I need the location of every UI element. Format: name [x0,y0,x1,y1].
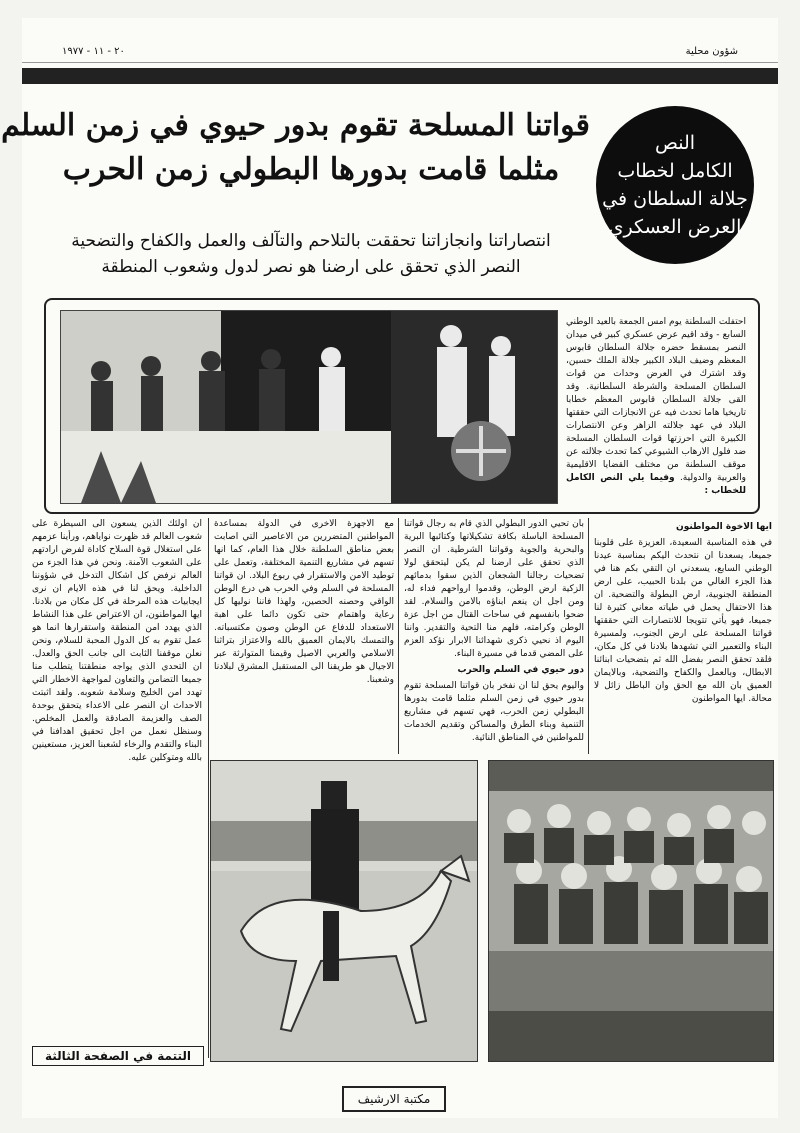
intro-text: احتفلت السلطنة يوم امس الجمعة بالعيد الوطني السابع - وقد اقيم عرض عسكري كبير في ميدان النصر بمسقط حضره جلالة السلطان قابوس المعظم وضيف البلاد الكبير جلالة الملك حسين، وقد اشترك في العرض وحدات من قوات السلطان المسلحة والشرطة السلطانية. وقد القى جلالة السلطان قابوس المعظم خطابا تاريخيا هاما تحدث فيه عن الانجازات التي حققتها البلاد في عهد جلالته الزاهر وعن الانتصارات الكبيرة التي احرزتها قوات السلطان المسلحة ضد فلول الارهاب الشيوعي كما تحدث جلالته عن موقف السلطنة من مختلف القضايا الاقليمية والعربية والدولية. [566,317,746,483]
headline-line-1: قواتنا المسلحة تقوم بدور حيوي في زمن السلم [1,108,590,143]
column-subhead: دور حيوي في السلم والحرب [457,665,584,675]
headline-line-2: مثلما قامت بدورها البطولي زمن الحرب [62,152,560,187]
column-divider [588,518,589,754]
header-section-label: شؤون محلية [685,46,738,57]
newspaper-page [1,18,778,1118]
article-column-4 [32,518,202,1040]
badge-line: جلالة السلطان في [602,188,748,210]
intro-end: وفيما يلي النص الكامل للخطاب : [566,473,746,496]
section-band [22,68,778,84]
subheadline [32,228,590,280]
column-divider [208,518,209,1058]
intro-column [566,316,746,504]
column-text: مع الاجهزة الاخرى في الدولة بمساعدة المواطنين المتضررين من الاعاصير التي اصابت بعض مناطق السلطنة خلال هذا العام، كما انها تسهم في مشاريع التنمية المختلفة، وتعمل على توطيد الامن والاستقرار في ربوع البلاد. ان قواتنا المسلحة في السلم وفي الحرب هي درع الوطن الواقي وحصنه الحصين، ولهذا فاننا نوليها كل رعاية واهتمام حتى تكون دائما على اهبة الاستعداد للدفاع عن الوطن وصون مكتسباته. والتمسك بالايمان العميق بالله والاعتزاز بتراثنا الاسلامي والعربي الاصيل وقيمنا المتوارثة عبر الاجيال هو طريقنا الى المستقبل المشرق لبلادنا وشعبنا. [214,519,394,685]
column-text: ان اولئك الذين يسعون الى السيطرة على شعوب العالم قد ظهرت نواياهم، ورأينا عزمهم على استغلال قوة السلاح كاداة لفرض ارادتهم على الشعوب الآمنة. ونحن في هذا الجزء من العالم نرفض كل اشكال التدخل في شؤوننا الداخلية. ويحق لنا في هذه الايام ان نرى ايجابيات هذه المرحلة في كل مكان من بلادنا. ايها المواطنون، ان الاعتراض على هذا النشاط الذي يهدد امن المنطقة واستقرارها انما هو عمل تقوم به كل الدول المحبة للسلام، ونحن نعلن موقفنا الثابت الى جانب الحق والعدل. ان التحدي الذي يواجه منطقتنا يتطلب منا جميعا التضامن والتعاون لمواجهة الاخطار التي تهدد امن الخليج وسلامة شعوبه. ولقد اثبتت الاحداث ان النصر على الاعداء يتحقق بوحدة الصف والعزيمة الصادقة والعمل المخلص. وسنظل نعمل من اجل تحقيق اهدافنا في البناء والتقدم والرخاء لشعبنا العزيز، مستعينين بالله ومتوكلين عليه. [32,519,202,763]
archive-stamp: مكتبة الارشيف [342,1086,446,1112]
badge-line: العرض العسكري [608,216,742,238]
page-header [22,18,778,63]
column-text: في هذه المناسبة السعيدة، العزيزة على قلوبنا جميعا، يسعدنا ان نتحدث اليكم بمناسبة عيدنا الوطني السابع، يسعدني ان التقي بكم هنا في هذا الجزء الغالي من بلدنا الحبيب، على ارض المنطقة الجنوبية، ارض البطولة والتضحية. ان هذا الاحتفال يحمل في طياته معاني كثيرة لنا جميعا، فهو يأتي تتويجا للانتصارات التي حققتها قواتنا المسلحة على ارض الجنوب، ولمسيرة البناء والتعمير التي تشهدها بلادنا في كل مكان، فلقد تحقق النصر بفضل الله ثم بتضحيات ابنائنا الابطال، وبالعمل والكفاح والتضحية، وبالايمان العميق بان الله مع الحق وان الباطل زائل لا محالة. ايها المواطنون [594,538,772,704]
badge-line: النص [654,132,696,154]
article-column-2 [404,518,584,756]
crowd-photo [488,760,774,1062]
badge-line: الكامل لخطاب [617,160,733,182]
article-column-1 [594,518,772,756]
full-text-badge [596,106,754,264]
article-column-3 [214,518,394,756]
column-text: واليوم يحق لنا ان نفخر بان قواتنا المسلحة تقوم بدور حيوي في زمن السلم مثلما قامت بدورها البطولي زمن الحرب، فهي تسهم في مشاريع التنمية وبناء الطرق والمساكن وتقديم الخدمات للمواطنين في المناطق النائية. [404,681,584,743]
continued-on-page-3: التتمة في الصفحة الثالثة [32,1046,204,1066]
subheadline-line-2: النصر الذي تحقق على ارضنا هو نصر لدول وشعوب المنطقة [101,257,521,277]
column-divider [398,518,399,754]
top-photo-box [44,298,760,514]
horse-rider-photo [210,760,478,1062]
salutation: ايها الاخوة المواطنون [676,522,772,532]
header-date: ٢٠ - ١١ - ١٩٧٧ [62,46,125,57]
reviewing-stand-photo [60,310,558,504]
subheadline-line-1: انتصاراتنا وانجازاتنا تحققت بالتلاحم والتآلف والعمل والكفاح والتضحية [71,231,551,251]
column-text: بان تحيي الدور البطولي الذي قام به رجال قواتنا المسلحة الباسلة بكافة تشكيلاتها وكتائبها البرية والبحرية والجوية وقواتنا الشرطية. ان النصر الذي تحقق على ارضنا لم يكن ليتحقق لولا تضحيات رجالنا الشجعان الذين سقوا بدمائهم الزكية ارض الوطن، وقدموا ارواحهم فداء له، ومن اجل ان ينعم ابناؤه بالامن والسلام. لقد ضحوا بانفسهم في ساحات القتال من اجل عزة الوطن وكرامته، فلهم منا التحية والتقدير. واننا اليوم اذ نحيي ذكرى شهدائنا الابرار نؤكد العزم على المضي قدما في مسيرة البناء. [404,519,584,659]
headline [1,104,590,192]
